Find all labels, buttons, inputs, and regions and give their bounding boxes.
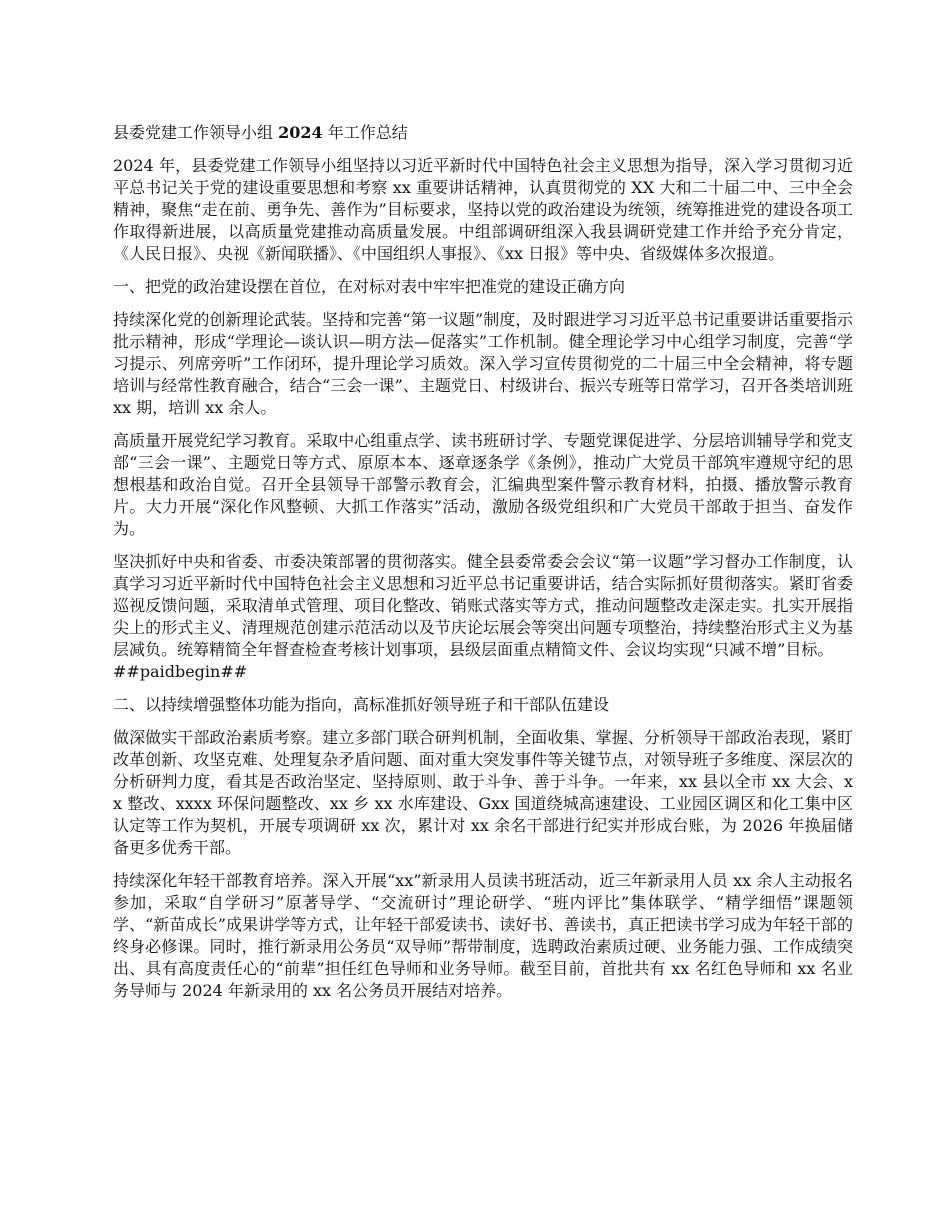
section-2-heading: 二、以持续增强整体功能为指向，高标准抓好领导班子和干部队伍建设 <box>113 695 610 714</box>
intro-paragraph: 2024 年，县委党建工作领导小组坚持以习近平新时代中国特色社会主义思想为指导，深入学习贯彻习近平总书记关于党的建设重要思想和考察 xx 重要讲话精神，认真贯彻党的 XX 大和二十届二中、三中全会精神，聚焦“走在前、勇争先、善作为”目标要求，坚持以党的政治建设为统领，统筹推进党的建设各项工作取得新进展，以高质量党建推动高质量发展。中组部调研组深入我县调研党建工作并给予充分肯定，《人民日报》、央视《新闻联播》、《中国组织人事报》、《xx 日报》等中央、省级媒体多次报道。 <box>113 156 853 263</box>
section-1-paragraph-2: 高质量开展党纪学习教育。采取中心组重点学、读书班研讨学、专题党课促进学、分层培训辅导学和党支部“三会一课”、主题党日等方式、原原本本、逐章逐条学《条例》，推动广大党员干部筑牢遵规守纪的思想根基和政治自觉。召开全县领导干部警示教育会，汇编典型案件警示教育材料，拍摄、播放警示教育片。大力开展“深化作风整顿、大抓工作落实”活动，激励各级党组织和广大党员干部敢于担当、奋发作为。 <box>113 431 853 538</box>
document-page <box>113 122 853 1013</box>
section-1-paragraph-3: 坚决抓好中央和省委、市委决策部署的贯彻落实。健全县委常委会会议“第一议题”学习督办工作制度，认真学习习近平新时代中国特色社会主义思想和习近平总书记重要讲话，结合实际抓好贯彻落实。紧盯省委巡视反馈问题，采取清单式管理、项目化整改、销账式落实等方式，推动问题整改走深走实。扎实开展指尖上的形式主义、清理规范创建示范活动以及节庆论坛展会等突出问题专项整治，持续整治形式主义为基层减负。统筹精简全年督查检查考核计划事项，县级层面重点精简文件、会议均实现“只减不增”目标。 <box>113 552 853 659</box>
title-prefix: 县委党建工作领导小组 <box>113 123 279 142</box>
title-year: 2024 <box>278 123 323 142</box>
section-2-paragraph-1: 做深做实干部政治素质考察。建立多部门联合研判机制，全面收集、掌握、分析领导干部政治表现，紧盯改革创新、攻坚克难、处理复杂矛盾问题、面对重大突发事件等关键节点，对领导班子多维度、深层次的分析研判力度，看其是否政治坚定、坚持原则、敢于斗争、善于斗争。一年来，xx 县以全市 xx 大会、xx 整改、xxxx 环保问题整改、xx 乡 xx 水库建设、Gxx 国道绕城高速建设、工业园区调区和化工集中区认定等工作为契机，开展专项调研 xx 次，累计对 xx 余名干部进行纪实并形成台账，为 2026 年换届储备更多优秀干部。 <box>113 728 853 857</box>
section-1-paragraph-1: 持续深化党的创新理论武装。坚持和完善“第一议题”制度，及时跟进学习习近平总书记重要讲话重要指示批示精神，形成“学理论—谈认识—明方法—促落实”工作机制。健全理论学习中心组学习制度，完善“学习提示、列席旁听”工作闭环，提升理论学习质效。深入学习宣传贯彻党的二十届三中全会精神，将专题培训与经常性教育融合，结合“三会一课”、主题党日、村级讲台、振兴专班等日常学习，召开各类培训班 xx 期，培训 xx 余人。 <box>113 310 853 417</box>
document-title <box>113 122 853 144</box>
section-1-heading: 一、把党的政治建设摆在首位，在对标对表中牢牢把准党的建设正确方向 <box>113 277 626 296</box>
title-suffix: 年工作总结 <box>322 123 408 142</box>
paid-begin-marker: ##paidbegin## <box>113 662 248 681</box>
section-2-paragraph-2: 持续深化年轻干部教育培养。深入开展“xx”新录用人员读书班活动，近三年新录用人员 xx 余人主动报名参加，采取“自学研习”原著导学、“交流研讨”理论研学、“班内评比”集体联学、“精学细悟”课题领学、“新苗成长”成果讲学等方式，让年轻干部爱读书、读好书、善读书，真正把读书学习成为年轻干部的终身必修课。同时，推行新录用公务员“双导师”帮带制度，选聘政治素质过硬、业务能力强、工作成绩突出、具有高度责任心的“前辈”担任红色导师和业务导师。截至目前，首批共有 xx 名红色导师和 xx 名业务导师与 2024 年新录用的 xx 名公务员开展结对培养。 <box>113 871 853 1000</box>
